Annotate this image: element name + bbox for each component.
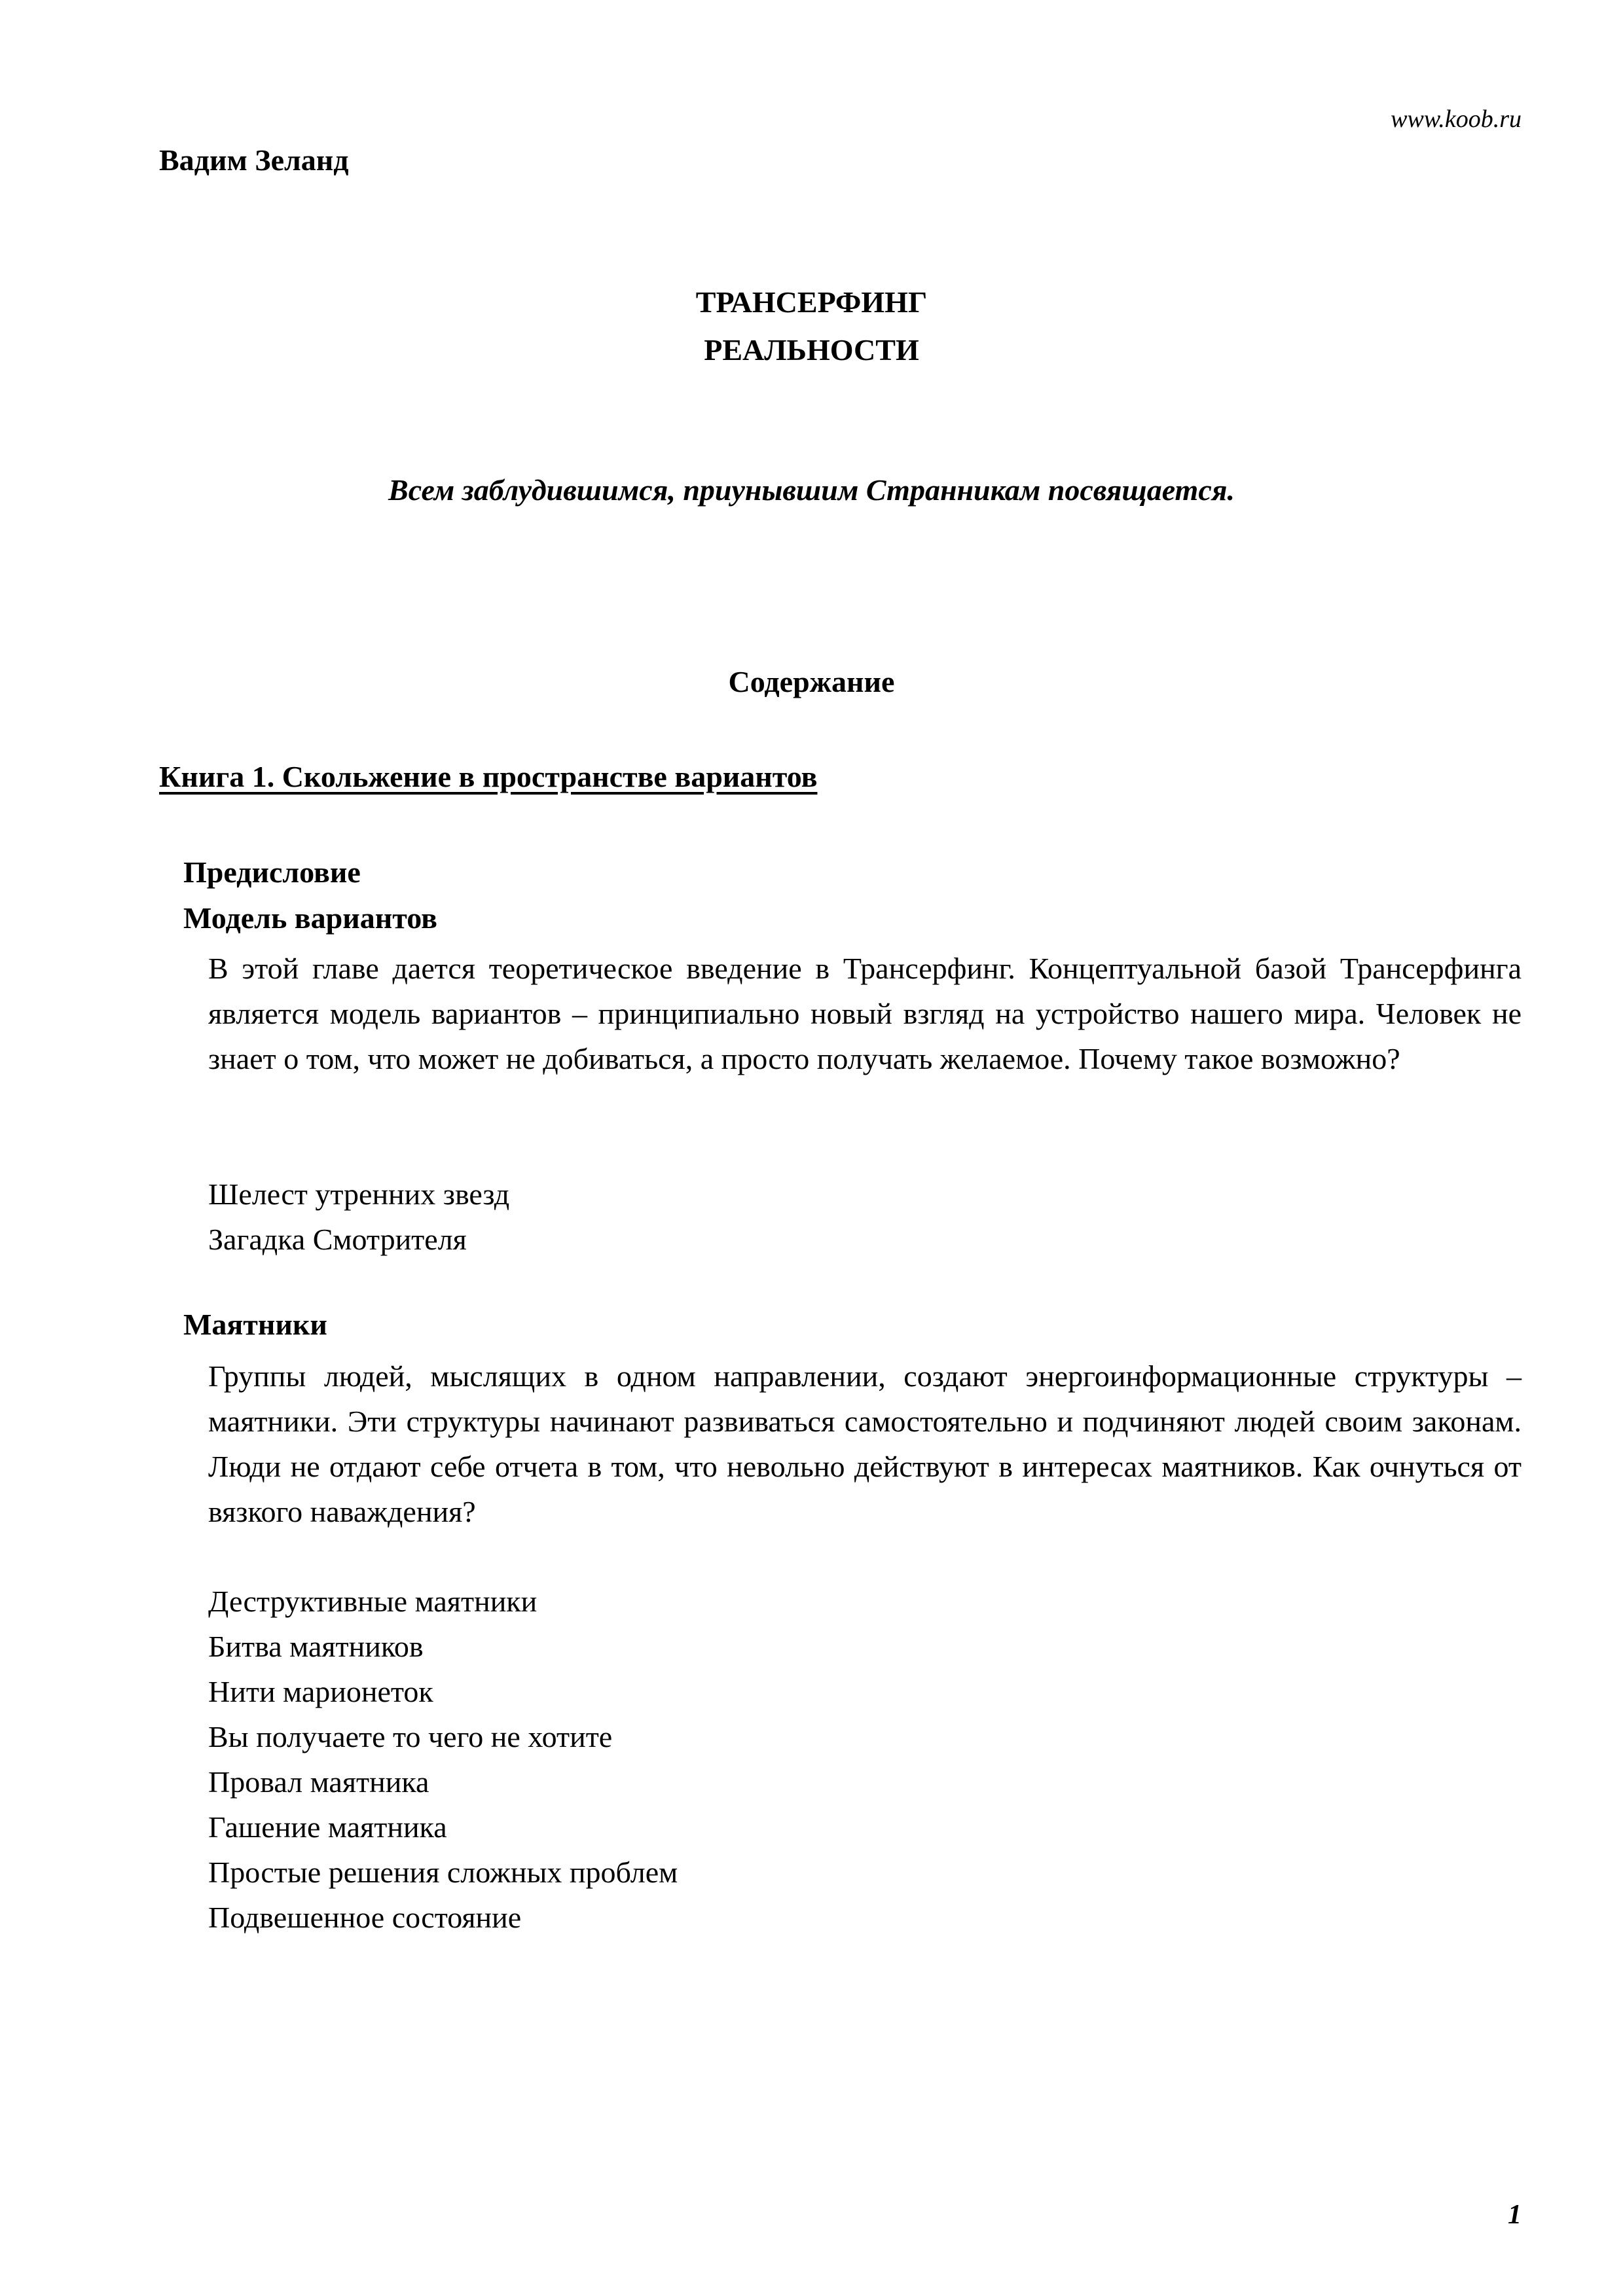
toc-section-item[interactable]: Загадка Смотрителя (208, 1223, 467, 1256)
toc-section-item[interactable]: Подвешенное состояние (208, 1901, 522, 1934)
book-title-block (0, 278, 1623, 374)
chapter-description: Группы людей, мыслящих в одном направлении, создают энергоинформационные структуры – маятники. Эти структуры начинают развиваться самостоятельно и подчиняют людей своим законам. Люди не отдают себе отчета в том, что невольно действуют в интересах маятников. Как очнуться от вязкого наваждения? (208, 1359, 1522, 1528)
dedication: Всем заблудившимся, приунывшим Странникам посвящается. (388, 473, 1235, 507)
toc-preface[interactable]: Предисловие (183, 855, 361, 889)
toc-heading: Содержание (728, 665, 895, 698)
toc-book-title[interactable]: Книга 1. Скольжение в пространстве вариантов (159, 760, 818, 793)
title-line-2: РЕАЛЬНОСТИ (704, 333, 919, 367)
toc-section-item[interactable]: Провал маятника (208, 1765, 429, 1799)
site-url[interactable]: www.koob.ru (1391, 105, 1522, 133)
page-number: 1 (1508, 2200, 1522, 2230)
chapter-sections-list (208, 1172, 509, 1262)
chapter-title: Маятники (183, 1308, 327, 1341)
chapter-description: В этой главе дается теоретическое введение в Трансерфинг. Концептуальной базой Трансерфинга является модель вариантов – принципиально новый взгляд на устройство нашего мира. Человек не знает о том, что может не добиваться, а просто получать желаемое. Почему такое возможно? (208, 952, 1522, 1075)
toc-section-item[interactable]: Простые решения сложных проблем (208, 1856, 678, 1889)
chapter-title: Модель вариантов (183, 901, 437, 935)
toc-section-item[interactable]: Шелест утренних звезд (208, 1177, 510, 1211)
author-name: Вадим Зеланд (159, 143, 349, 177)
toc-section-item[interactable]: Вы получаете то чего не хотите (208, 1720, 613, 1753)
chapter-sections-list (208, 1579, 678, 1940)
toc-section-item[interactable]: Деструктивные маятники (208, 1585, 538, 1618)
toc-section-item[interactable]: Нити марионеток (208, 1675, 433, 1708)
toc-section-item[interactable]: Гашение маятника (208, 1810, 447, 1844)
toc-section-item[interactable]: Битва маятников (208, 1630, 424, 1663)
title-line-1: ТРАНСЕРФИНГ (695, 285, 928, 319)
